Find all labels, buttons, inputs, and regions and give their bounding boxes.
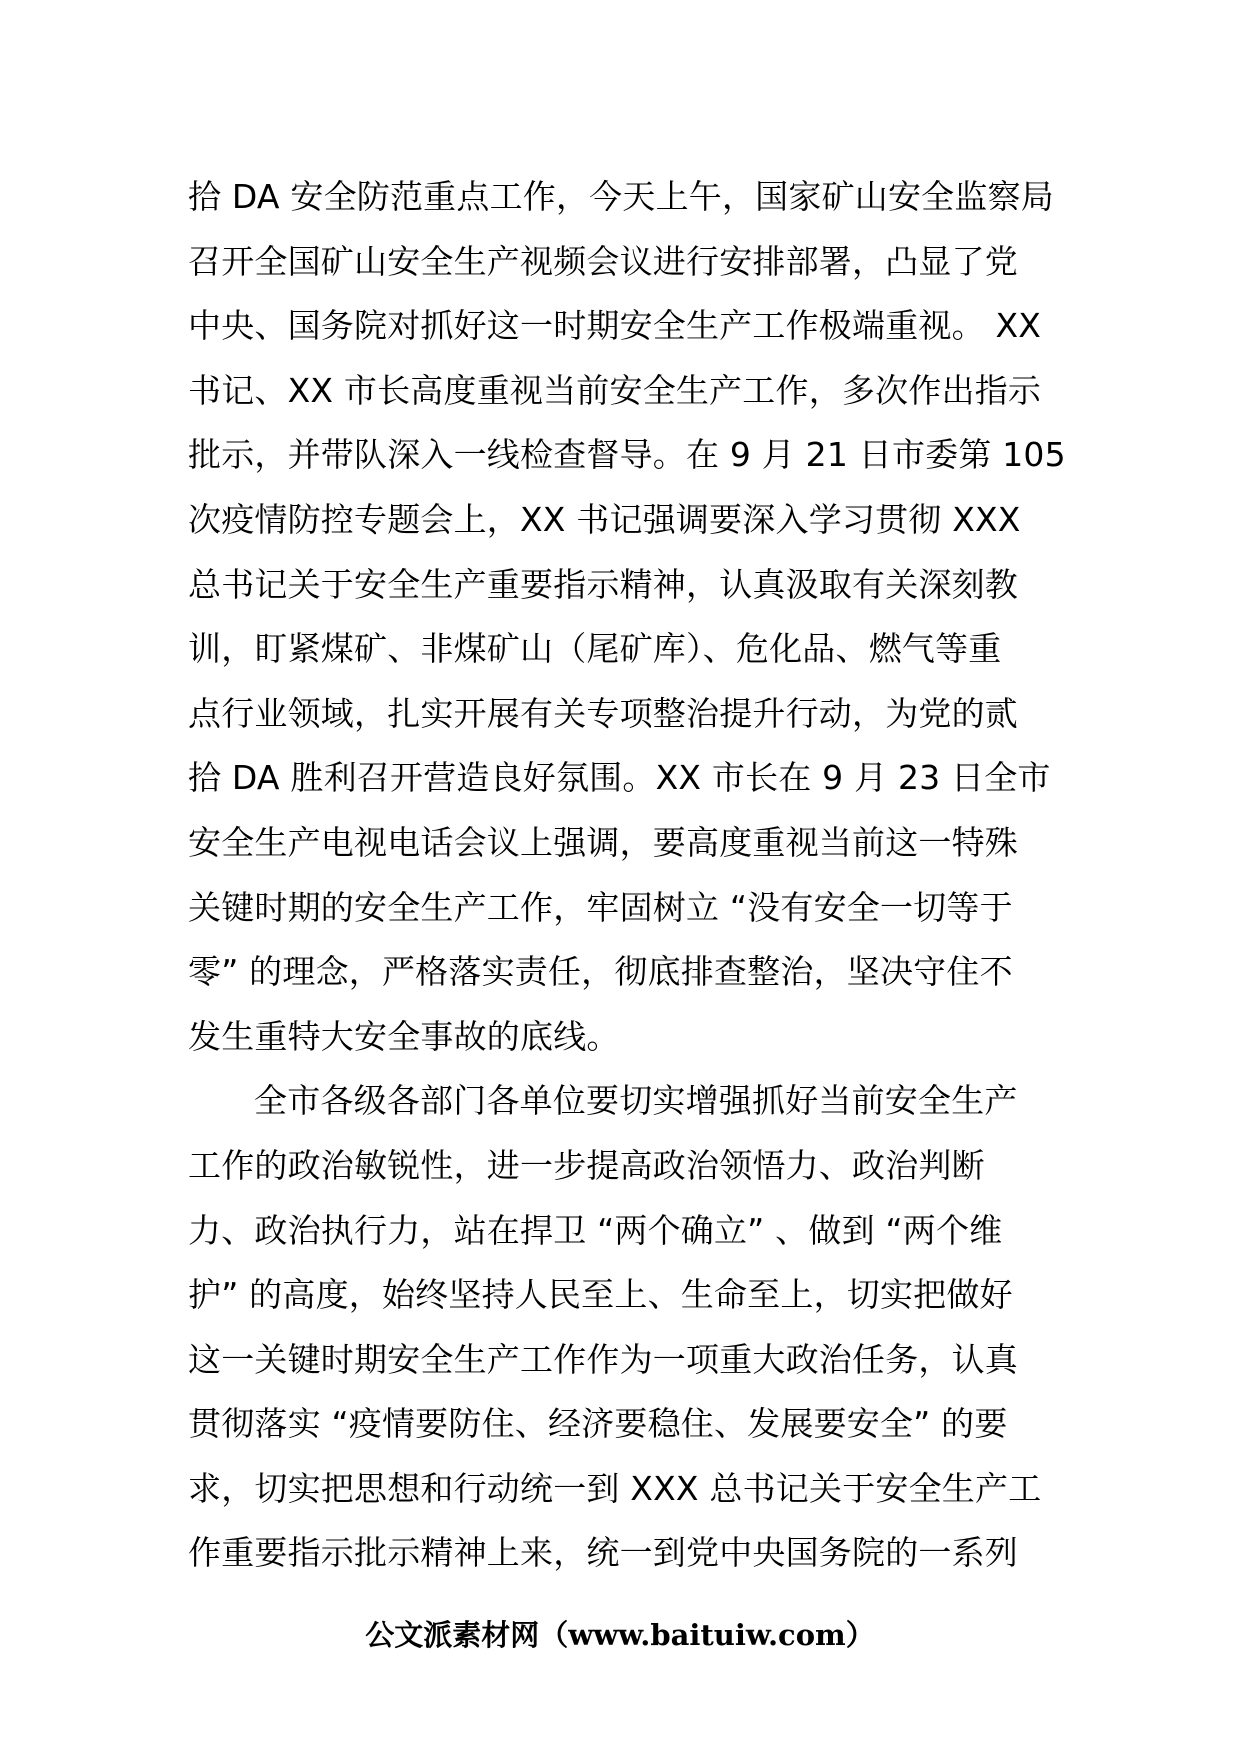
text-line: 贯彻落实 “疫情要防住、经济要稳住、发展要安全” 的要 <box>188 1404 1008 1444</box>
text-line: 拾 DA 安全防范重点工作，今天上午，国家矿山安全监察局 <box>188 177 1054 216</box>
text-line: 发生重特大安全事故的底线。 <box>188 1016 620 1056</box>
text-line: 批示，并带队深入一线检查督导。在 9 月 21 日市委第 105 <box>188 435 1066 475</box>
text-line: 点行业领域，扎实开展有关专项整治提升行动，为党的贰 <box>188 693 1018 733</box>
text-line: 作重要指示批示精神上来，统一到党中央国务院的一系列 <box>188 1533 1018 1573</box>
paragraph-start-line: 全市各级各部门各单位要切实增强抓好当前安全生产 <box>254 1081 1018 1121</box>
text-line: 力、政治执行力，站在捍卫 “两个确立” 、做到 “两个维 <box>188 1210 1003 1250</box>
text-line: 总书记关于安全生产重要指示精神，认真汲取有关深刻教 <box>188 564 1018 604</box>
footer-source: 公文派素材网（www.baituiw.com） <box>365 1618 875 1652</box>
text-line: 训，盯紧煤矿、非煤矿山（尾矿库）、危化品、燃气等重 <box>188 629 1002 669</box>
text-line: 书记、XX 市长高度重视当前安全生产工作，多次作出指示 <box>188 370 1042 410</box>
body-text <box>188 165 1066 1586</box>
text-line: 关键时期的安全生产工作，牢固树立 “没有安全一切等于 <box>188 887 1013 927</box>
text-line: 召开全国矿山安全生产视频会议进行安排部署，凸显了党 <box>188 241 1018 281</box>
text-line: 工作的政治敏锐性，进一步提高政治领悟力、政治判断 <box>188 1145 985 1185</box>
text-line: 中央、国务院对抓好这一时期安全生产工作极端重视。 XX <box>188 306 1042 346</box>
text-line: 求，切实把思想和行动统一到 XXX 总书记关于安全生产工 <box>188 1468 1042 1508</box>
text-line: 这一关键时期安全生产工作作为一项重大政治任务，认真 <box>188 1339 1018 1379</box>
text-line: 安全生产电视电话会议上强调，要高度重视当前这一特殊 <box>188 822 1018 862</box>
text-line: 护” 的高度，始终坚持人民至上、生命至上，切实把做好 <box>188 1275 1013 1315</box>
text-line: 拾 DA 胜利召开营造良好氛围。XX 市长在 9 月 23 日全市 <box>188 758 1051 798</box>
text-line: 次疫情防控专题会上，XX 书记强调要深入学习贯彻 XXX <box>188 499 1021 539</box>
text-line: 零” 的理念，严格落实责任，彻底排查整治，坚决守住不 <box>188 952 1013 992</box>
